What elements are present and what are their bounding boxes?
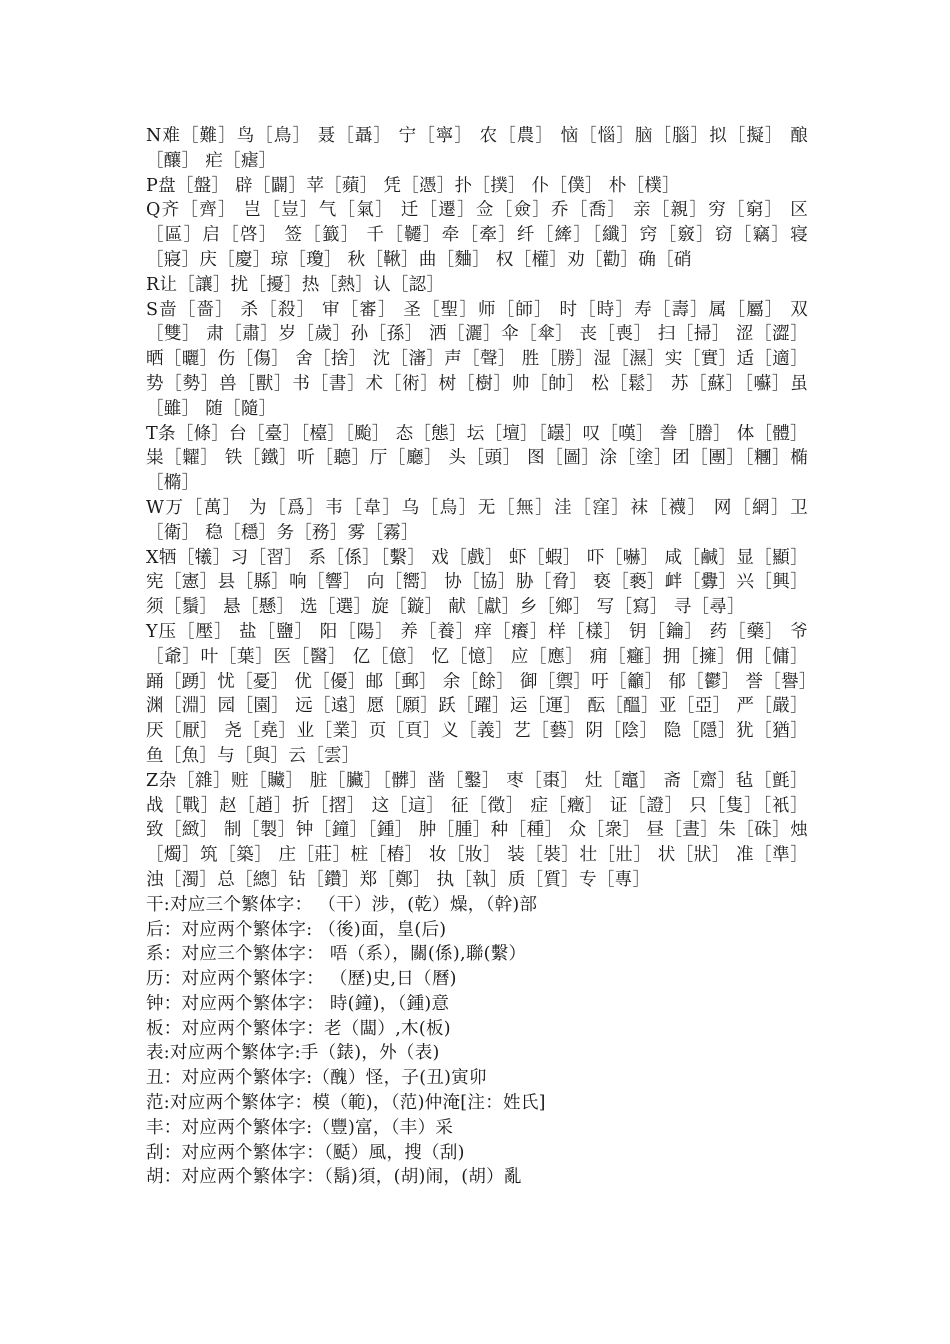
paragraph-t: T条［條］台［臺］［檯］［颱］ 态［態］坛［壇］［罎］叹［嘆］ 誊［謄］ 体［體］粜［糶］ 铁［鐵］听［聽］厅［廳］ 头［頭］ 图［圖］涂［塗］团［團］［糰］椭［橢］ (146, 423, 808, 494)
paragraph-n: N难［難］鸟［鳥］ 聂［聶］ 宁［寧］ 农［農］ 恼［惱］脑［腦］拟［擬］ 酿［釀］ 疟［瘧］ (146, 126, 808, 171)
note-line: 刮：对应两个繁体字：（颳）風，搜（刮) (146, 1142, 465, 1163)
note-line: 后：对应两个繁体字: （後)面，皇(后) (146, 919, 447, 940)
note-line: 干:对应三个繁体字： （干）涉，(乾）燥，（幹)部 (146, 894, 538, 915)
note-line: 历：对应两个繁体字： （歷)史,日（曆) (146, 969, 457, 990)
note-line: 板：对应两个繁体字：老（闆）,木(板) (146, 1018, 451, 1039)
paragraph-r: R让［讓］扰［擾］热［熱］认［認］ (146, 274, 445, 295)
note-line: 丰：对应两个繁体字:（豐)富，（丰）采 (146, 1117, 454, 1138)
note-line: 丑：对应两个繁体字:（醜）怪，子(丑)寅卯 (146, 1068, 487, 1089)
paragraph-q: Q齐［齊］ 岂［豈］气［氣］ 迁［遷］佥［僉］乔［喬］ 亲［親］穷［窮］ 区［區］启［啓］ 签［籖］ 千［韆］牵［牽］纤［縴］［纖］窍［竅］窃［竊］寝［寢］庆［慶］琼［瓊］ 秋［鞦］曲［麯］ 权［權］劝［勸］确［硝 (146, 200, 808, 270)
note-line: 钟：对应两个繁体字： 時(鐘)，（鍾)意 (146, 993, 450, 1014)
paragraph-y: Y压［壓］ 盐［鹽］ 阳［陽］ 养［養］痒［癢］样［樣］ 钥［鑰］ 药［藥］ 爷［爺］叶［葉］医［醫］ 亿［億］ 忆［憶］ 应［應］ 痈［癰］拥［擁］佣［傭］踊［踴］忧［憂］ 优［優］邮［郵］ 余［餘］ 御［禦］吁［籲］ 郁［鬱］ 誉［譽］渊［淵］园［園］ 远［遠］愿［願］跃［躍］运［運］ 酝［醞］亚［亞］ 严［嚴］ 厌［厭］ 尧［堯］业［業］页［頁］义［義］艺［藝］阴［陰］ 隐［隱］犹［猶］鱼［魚］与［與］云［雲］ (146, 621, 808, 766)
note-line: 范:对应两个繁体字：模（範)，（范)仲淹[注：姓氏] (146, 1093, 546, 1114)
paragraph-x: X牺［犧］习［習］ 系［係］［繫］ 戏［戲］ 虾［蝦］ 吓［嚇］ 咸［鹹］显［顯］宪［憲］县［縣］响［響］ 向［嚮］ 协［協］胁［脅］ 亵［褻］衅［釁］兴［興］ 须［鬚］ 悬［懸］ 选［選］旋［鏇］ 献［獻］乡［鄉］ 写［寫］ 寻［尋］ (146, 547, 808, 618)
note-line: 胡：对应两个繁体字：（鬍)須，(胡)闹，(胡）亂 (146, 1167, 522, 1188)
paragraph-z: Z杂［雜］赃［贜］ 脏［臟］［髒］凿［鑿］ 枣［棗］ 灶［竈］ 斋［齋］毡［氈］ 战［戰］赵［趙］折［摺］ 这［這］ 征［徵］ 症［癥］ 证［證］ 只［隻］［衹］ 致［緻］ 制［製］钟［鐘］［鍾］ 肿［腫］种［種］ 众［衆］ 昼［晝］朱［硃］烛［燭］筑［築］ 庄［莊］桩［樁］ 妆［妝］ 装［裝］壮［壯］ 状［狀］ 准［準］浊［濁］总［總］钻［鑽］郑［鄭］ 执［執］质［質］专［專］ (146, 770, 808, 890)
paragraph-s: S啬［嗇］ 杀［殺］ 审［審］ 圣［聖］师［師］ 时［時］寿［壽］属［屬］ 双［雙］ 肃［肅］岁［歲］孙［孫］ 洒［灑］伞［傘］ 丧［喪］ 扫［掃］ 涩［澀］晒［曬］伤［傷］ 舍［捨］ 沈［瀋］声［聲］ 胜［勝］湿［濕］实［實］适［適］ 势［勢］兽［獸］书［書］术［術］树［樹］帅［帥］ 松［鬆］ 苏［蘇］［囌］虽［雖］ 随［隨］ (146, 299, 808, 419)
note-line: 系：对应三个繁体字： 唔（系），關(係),聯(繫） (146, 944, 527, 965)
paragraph-w: W万［萬］ 为［爲］韦［韋］乌［烏］无［無］洼［窪］袜［襪］ 网［網］卫［衛］ 稳［穩］务［務］雾［霧］ (146, 497, 808, 543)
document-body (146, 124, 808, 1190)
note-line: 表:对应两个繁体字:手（錶)，外（表) (146, 1043, 440, 1064)
paragraph-p: P盘［盤］ 辟［闢］苹［蘋］ 凭［憑］扑［撲］ 仆［僕］ 朴［樸］ (146, 175, 680, 196)
